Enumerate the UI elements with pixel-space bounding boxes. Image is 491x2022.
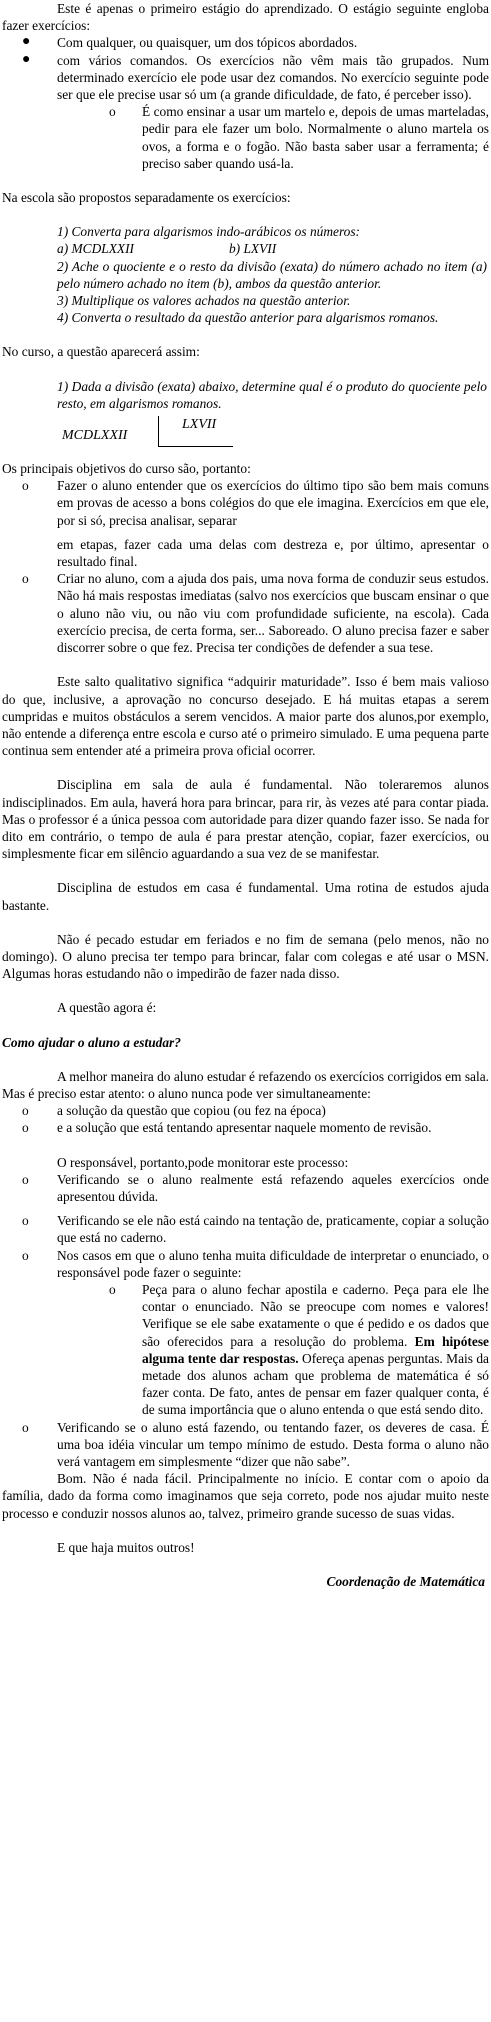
list-item: ● com vários comandos. Os exercícios não vêm mais tão grupados. Num determinado exercício ele pode usar dez comandos. No exercício seguinte pode ser que ele precise usar só um (a grande dificuldade, de fato, é perceber isso). bbox=[22, 51, 489, 103]
division-divisor: LXVII bbox=[182, 417, 217, 433]
list-item: o Peça para o aluno fechar apostila e caderno. Peça para ele lhe contar o enunciado. Não se preocupe com nomes e valores! Verifique se ele sabe exatamente o que é pedido e os dados que são oferecidos para a resolução do problema. Em hipótese alguma tente dar respostas. Ofereça apenas perguntas. Mais da metade dos alunos acham que problema de matemática é só fazer conta. De fato, antes de pensar em fazer qualquer conta, é de suma importância que o aluno entenda o que está sendo dito. bbox=[109, 1281, 489, 1418]
list-item: o É como ensinar a usar um martelo e, depois de umas marteladas, pedir para ele fazer um bolo. Normalmente o aluno martela os ovos, a forma e o fogão. Não basta saber usar a ferramenta; é preciso saber quando usá-la. bbox=[109, 104, 489, 171]
paragraph-melhor: A melhor maneira do aluno estudar é refazendo os exercícios corrigidos em sala. Mas é preciso estar atento: o aluno nunca pode ver simultaneamente: bbox=[2, 1068, 489, 1101]
course-intro: No curso, a questão aparecerá assim: bbox=[2, 344, 200, 360]
circle-bullet-icon: o bbox=[22, 1120, 29, 1136]
responsavel-intro: O responsável, portanto,pode monitorar este processo: bbox=[57, 1154, 349, 1170]
list-item: o Criar no aluno, com a ajuda dos pais, uma nova forma de conduzir seus estudos. Não há mais respostas imediatas (salvo nos exercícios que buscam ensinar o que o aluno não viu, ou não viu com profundidade suficiente, na escola). Cada exercício precisa, de certa forma, ser... Saboreado. O aluno precisa fazer e saber discorrer sobre o que fez. Precisa ter condições de defender a sua tese. bbox=[22, 571, 489, 656]
circle-bullet-icon: o bbox=[22, 478, 29, 494]
circle-bullet-icon: o bbox=[109, 104, 116, 120]
school-exercises bbox=[2, 223, 489, 326]
bold-warning: Em hipótese alguma tente dar respostas. bbox=[142, 1333, 489, 1366]
paragraph-bom: Bom. Não é nada fácil. Principalmente no início. E contar com o apoio da família, dado da forma como imaginamos que seja correto, pode nos ajudar muito neste processo e conduzir nossos alunos ao, talvez, primeiro grande sucesso de suas vidas. bbox=[2, 1471, 489, 1521]
division-dividend: MCDLXXII bbox=[62, 428, 128, 444]
exercise-1-items: a) MCDLXXII b) LXVII bbox=[57, 241, 277, 257]
list-item: o e a solução que está tentando apresentar naquele momento de revisão. bbox=[22, 1120, 432, 1136]
circle-bullet-icon: o bbox=[22, 1247, 29, 1263]
list-item: ● Com qualquer, ou quaisquer, um dos tópicos abordados. bbox=[22, 34, 358, 51]
objectives-list bbox=[2, 477, 489, 656]
list-item: o Verificando se o aluno realmente está refazendo aqueles exercícios onde apresentou dúvida. bbox=[22, 1171, 489, 1204]
exercise-3: 3) Multiplique os valores achados na questão anterior. bbox=[57, 293, 351, 309]
simultaneous-list bbox=[2, 1102, 489, 1136]
intro-bullet-list bbox=[2, 34, 489, 172]
list-item: o a solução da questão que copiou (ou fez na época) bbox=[22, 1103, 326, 1119]
list-item: o Verificando se ele não está caindo na tentação de, praticamente, copiar a solução que está no caderno. bbox=[22, 1213, 489, 1246]
question-now: A questão agora é: bbox=[57, 1000, 157, 1016]
paragraph-casa: Disciplina de estudos em casa é fundamental. Uma rotina de estudos ajuda bastante. bbox=[2, 880, 489, 913]
section-heading: Como ajudar o aluno a estudar? bbox=[2, 1034, 181, 1050]
circle-bullet-icon: o bbox=[22, 571, 29, 587]
circle-bullet-icon: o bbox=[22, 1103, 29, 1119]
circle-bullet-icon: o bbox=[22, 1213, 29, 1229]
paragraph-maturidade: Este salto qualitativo significa “adquirir maturidade”. Isso é bem mais valioso do que, inclusive, a aprovação no concurso desejado. E há muitas etapas a serem cumpridas e muitos obstáculos a serem vencidos. A maior parte dos alunos,por exemplo, não entende a diferença entre escola e curso até o primeiro simulado. E uma pequena parte continua sem entender até a primeira prova oficial ocorrer. bbox=[2, 674, 489, 759]
circle-bullet-icon: o bbox=[109, 1281, 116, 1297]
signature: Coordenação de Matemática bbox=[326, 1574, 485, 1590]
list-item: o Verificando se o aluno está fazendo, ou tentando fazer, os deveres de casa. É uma boa idéia vincular um tempo mínimo de estudo. Desta forma o aluno não verá vantagem em simplesmente “dizer que não sabe”. bbox=[22, 1419, 489, 1470]
school-intro: Na escola são propostos separadamente os exercícios: bbox=[2, 190, 291, 206]
division-vertical-line bbox=[158, 416, 159, 446]
intro-paragraph: Este é apenas o primeiro estágio do aprendizado. O estágio seguinte engloba fazer exercícios: bbox=[2, 1, 489, 34]
exercise-2: 2) Ache o quociente e o resto da divisão (exata) do número achado no item (a) pelo número achado no item (b), ambos da questão anterior. bbox=[57, 258, 487, 291]
exercise-4: 4) Converta o resultado da questão anterior para algarismos romanos. bbox=[57, 310, 439, 326]
list-item: o Fazer o aluno entender que os exercícios do último tipo são bem mais comuns em provas de acesso a bons colégios do que ele imagina. Exercícios em que ele, por si só, precisa analisar, separar bbox=[22, 478, 489, 528]
list-item-continuation: em etapas, fazer cada uma delas com destreza e, por último, apresentar o resultado final. bbox=[57, 536, 489, 570]
paragraph-feriados: Não é pecado estudar em feriados e no fim de semana (pelo menos, não no domingo). O aluno precisa ter tempo para brincar, falar com colegas e até usar o MSN. Algumas horas estudando não o impedirão de fazer nada disso. bbox=[2, 931, 489, 982]
circle-bullet-icon: o bbox=[22, 1171, 29, 1187]
objectives-intro: Os principais objetivos do curso são, portanto: bbox=[2, 461, 251, 477]
closing-line: E que haja muitos outros! bbox=[57, 1539, 195, 1555]
division-diagram bbox=[62, 416, 489, 460]
bullet-icon: ● bbox=[22, 34, 31, 50]
circle-bullet-icon: o bbox=[22, 1419, 29, 1435]
monitor-list bbox=[2, 1171, 489, 1470]
exercise-1: 1) Converta para algarismos indo-arábicos os números: bbox=[57, 224, 361, 240]
paragraph-disciplina: Disciplina em sala de aula é fundamental. Não toleraremos alunos indisciplinados. Em aula, haverá hora para brincar, para rir, às vezes até para contar piada. Mas o professor é a única pessoa com autoridade para dizer quando fazer isso. Se nada for dito em contrário, o tempo de aula é para prestar atenção, copiar, fazer exercícios, ou simplesmente ficar em silêncio aguardando a sua vez de se manifestar. bbox=[2, 777, 489, 862]
bullet-icon: ● bbox=[22, 51, 31, 67]
course-exercise: 1) Dada a divisão (exata) abaixo, determine qual é o produto do quociente pelo resto, em algarismos romanos. bbox=[57, 378, 487, 411]
division-horizontal-line bbox=[158, 446, 233, 447]
list-item: o Nos casos em que o aluno tenha muita dificuldade de interpretar o enunciado, o responsável pode fazer o seguinte: bbox=[22, 1247, 489, 1280]
